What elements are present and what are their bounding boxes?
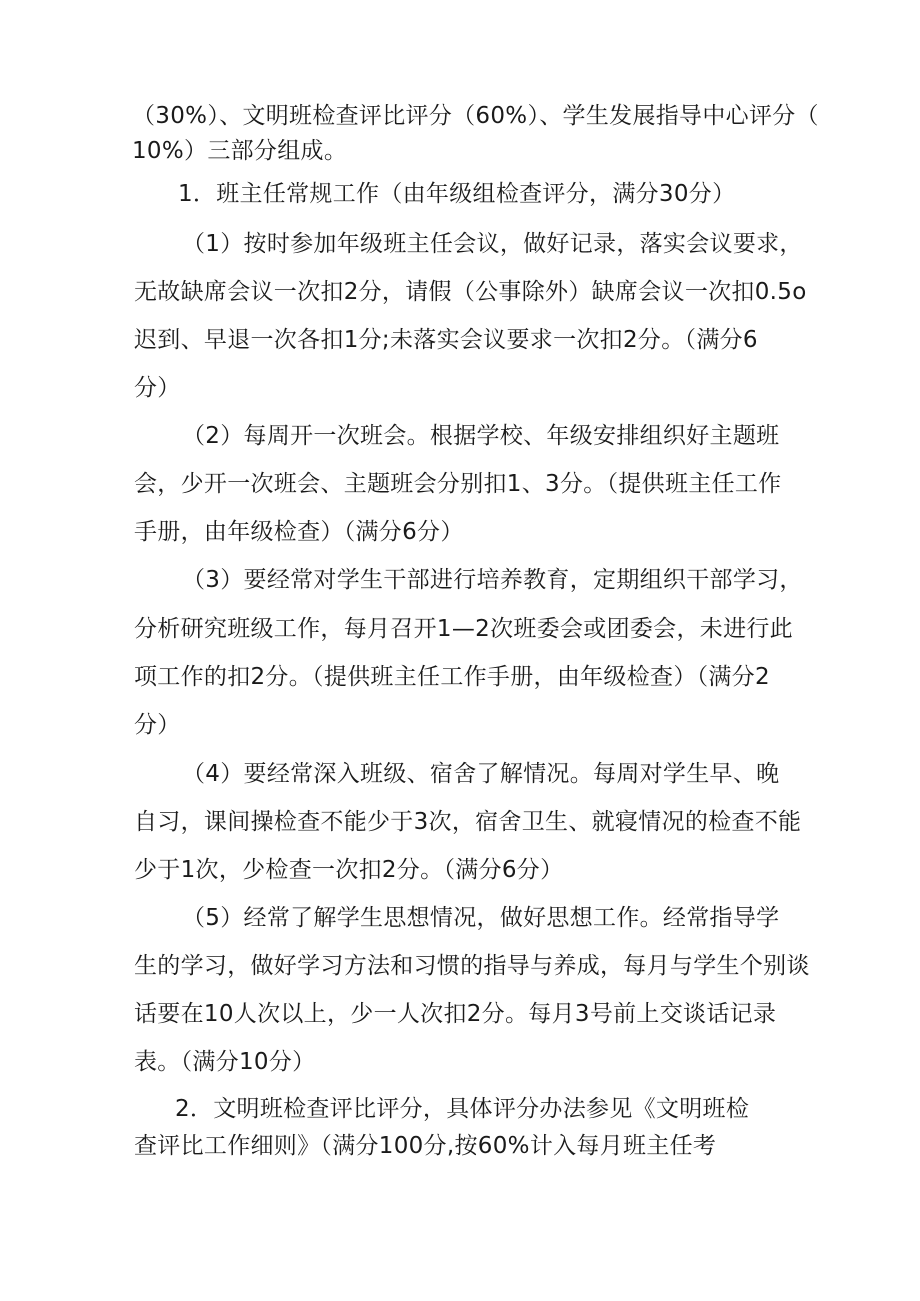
text-line-2: 10%）三部分组成。	[132, 138, 348, 164]
item-4-line-1: （4）要经常深入班级、宿舍了解情况。每周对学生早、晚	[182, 761, 780, 787]
item-3-line-1: （3）要经常对学生干部进行培养教育，定期组织干部学习，	[182, 567, 803, 593]
item-5-line-2: 生的学习，做好学习方法和习惯的指导与养成，每月与学生个别谈	[134, 953, 810, 979]
item-3-line-2: 分析研究班级工作，每月召开1—2次班委会或团委会，未进行此	[134, 616, 793, 642]
item-1-line-4: 分）	[134, 375, 181, 401]
item-2-line-3: 手册，由年级检查）（满分6分）	[134, 519, 464, 545]
item-1-line-3: 迟到、早退一次各扣1分;未落实会议要求一次扣2分。（满分6	[134, 327, 758, 353]
section-heading-1: 1．班主任常规工作（由年级组检查评分，满分30分）	[178, 181, 736, 207]
section-heading-2-line-2: 查评比工作细则》（满分100分,按60%计入每月班主任考	[134, 1133, 717, 1159]
item-2-line-1: （2）每周开一次班会。根据学校、年级安排组织好主题班	[182, 423, 780, 449]
item-2-line-2: 会，少开一次班会、主题班会分别扣1、3分。（提供班主任工作	[134, 471, 782, 497]
item-3-line-3: 项工作的扣2分。（提供班主任工作手册，由年级检查）（满分2	[134, 664, 770, 690]
item-5-line-1: （5）经常了解学生思想情况，做好思想工作。经常指导学	[182, 905, 780, 931]
item-3-line-4: 分）	[134, 712, 181, 738]
item-5-line-4: 表。（满分10分）	[134, 1049, 316, 1075]
text-line-1: （30%）、文明班检查评比评分（60%）、学生发展指导中心评分（	[132, 103, 819, 129]
item-4-line-2: 自习，课间操检查不能少于3次，宿舍卫生、就寝情况的检查不能	[134, 809, 802, 835]
item-1-line-2: 无故缺席会议一次扣2分，请假（公事除外）缺席会议一次扣0.5o	[134, 279, 807, 305]
item-5-line-3: 话要在10人次以上，少一人次扣2分。每月3号前上交谈话记录	[134, 1001, 777, 1027]
item-1-line-1: （1）按时参加年级班主任会议，做好记录，落实会议要求，	[182, 231, 803, 257]
section-heading-2-line-1: 2．文明班检查评比评分，具体评分办法参见《文明班检	[175, 1096, 750, 1122]
item-4-line-3: 少于1次，少检查一次扣2分。（满分6分）	[134, 857, 564, 883]
